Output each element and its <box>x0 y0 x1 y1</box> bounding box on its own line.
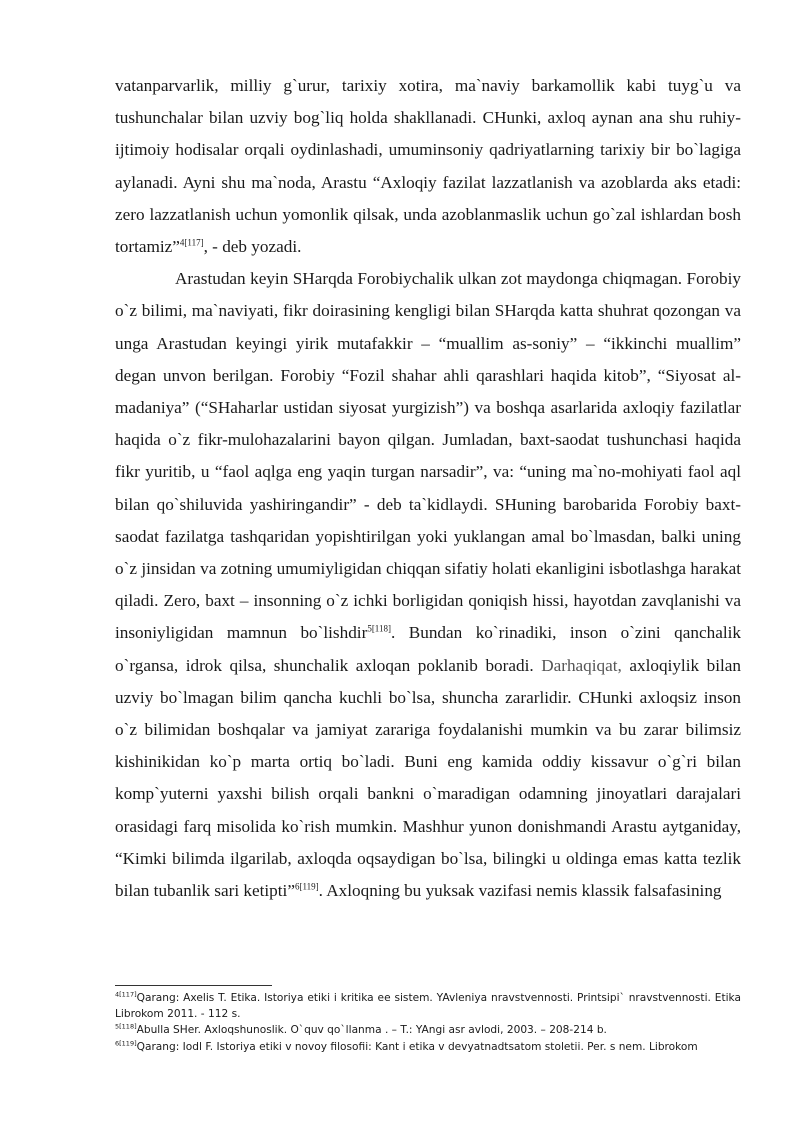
footnote-117 <box>115 990 741 1022</box>
paragraph-1-tail: , - deb yozadi. <box>203 237 302 257</box>
paragraph-2-cont: axloqiylik bilan uzviy bo`lmagan bilim qancha kuchli bo`lsa, shuncha zararlidir. CHunki axloqsiz inson o`z bilimidan boshqalar va jamiyat zarariga foydalanishi mumkin va bu zarar bilimsiz kishinikidan ko`p marta ortiq bo`ladi. Buni eng kamida oddiy kissavur o`g`ri bilan komp`yuterni yaxshi bilish orqali bankni o`maradigan odamning jinoyatlari darajalari orasidagi farq misolida ko`rish mumkin. Mashhur yunon donishmandi Arastu aytganiday, “Kimki bilimda ilgarilab, axloqda oqsaydigan bo`lsa, bilingki u oldinga emas katta tezlik bilan tubanlik sari ketipti” <box>115 655 741 901</box>
footnotes <box>115 990 741 1055</box>
footnote-text: Qarang: Axelis T. Etika. Istoriya etiki i kritika ee sistem. YAvleniya nravstvennosti. Printsipi` nravstvennosti. Etika Librokom 2011. - 112 s. <box>115 992 741 1021</box>
footnote-ref-119[interactable]: 6[119] <box>294 881 319 892</box>
paragraph-2-highlight: Darhaqiqat, <box>541 655 622 675</box>
document-body <box>115 70 741 907</box>
footnote-ref-117[interactable]: 4[117] <box>179 237 204 248</box>
footnote-mark: 5[118] <box>115 1022 137 1031</box>
paragraph-1-text: vatanparvarlik, milliy g`urur, tarixiy xotira, ma`naviy barkamollik kabi tuyg`u va tushunchalar bilan uzviy bog`liq holda shakllanadi. CHunki, axloq aynan ana shu ruhiy-ijtimoiy hodisalar orqali oydinlashadi, umuminsoniy qadriyatlarning tarixiy bir bo`lagiga aylanadi. Ayni shu ma`noda, Arastu “Axloqiy fazilat lazzatlanish va azoblarda aks etadi: zero lazzatlanish uchun yomonlik qilsak, unda azoblanmaslik uchun go`zal ishlardan bosh tortamiz” <box>115 76 741 257</box>
paragraph-2-text: Arastudan keyin SHarqda Forobiychalik ulkan zot maydonga chiqmagan. Forobiy o`z bilimi, ma`naviyati, fikr doirasining kengligi bilan SHarqda katta shuhrat qozongan va unga Arastudan keyingi yirik mutafakkir – “muallim as-soniy” – “ikkinchi muallim” degan unvon berilgan. Forobiy “Fozil shahar ahli qarashlari haqida kitob”, “Siyosat al-madaniya” (“SHaharlar ustidan siyosat yurgizish”) va boshqa asarlarida axloqiy fazilatlar haqida o`z fikr-mulohazalarini bayon qilgan. Jumladan, baxt-saodat tushunchasi haqida fikr yuritib, u “faol aqlga eng yaqin turgan narsadir”, va: “uning ma`no-mohiyati faol aql bilan qo`shiluvida yashiringandir” - deb ta`kidlaydi. SHuning barobarida Forobiy baxt-saodat fazilatga tashqaridan yopishtirilgan yoki yuklangan amal bo`lmasdan, balki uning o`z jinsidan va zotning umumiyligidan chiqqan sifatiy holati ekanligini isbotlashga harakat qiladi. Zero, baxt – insonning o`z ichki borligidan qoniqish hissi, hayotdan zavqlanishi va insoniyligidan mamnun bo`lishdir <box>115 269 741 643</box>
footnote-text: Qarang: Iodl F. Istoriya etiki v novoy filosofii: Kant i etika v devyatnadtsatom stoletii. Per. s nem. Librokom <box>136 1040 698 1053</box>
paragraph-2-tail: . Axloqning bu yuksak vazifasi nemis klassik falsafasining <box>318 881 722 901</box>
footnote-118 <box>115 1022 741 1038</box>
footnote-mark: 6[119] <box>115 1039 137 1048</box>
paragraph-2-mid: . Bundan ko`rinadiki, inson o`zini qanchalik o`rgansa, idrok qilsa, shunchalik axloqan poklanib boradi. <box>115 623 741 675</box>
paragraph-1 <box>115 70 741 263</box>
footnote-mark: 4[117] <box>115 990 137 999</box>
paragraph-2 <box>115 263 741 907</box>
footnote-separator <box>115 985 272 986</box>
footnote-119 <box>115 1039 741 1055</box>
footnote-ref-118[interactable]: 5[118] <box>367 623 391 634</box>
footnote-text: Abulla SHer. Axloqshunoslik. O`quv qo`llanma . – T.: YAngi asr avlodi, 2003. – 208-214 b. <box>136 1024 607 1037</box>
